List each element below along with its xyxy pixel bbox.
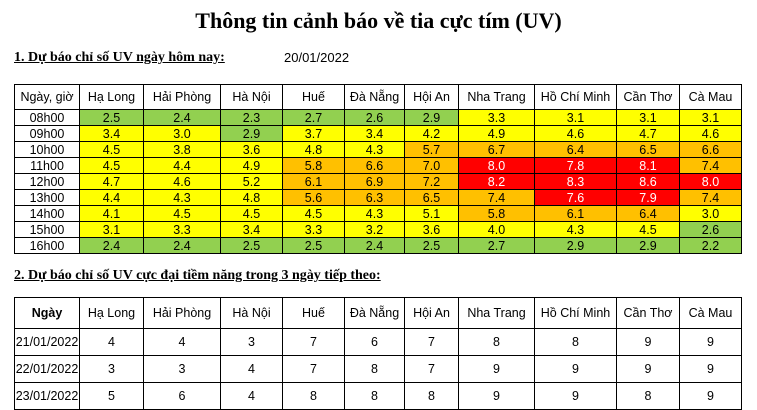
uv-value-cell: 2.5: [283, 238, 345, 254]
time-cell: 12h00: [15, 174, 80, 190]
header-city: Nha Trang: [459, 298, 535, 329]
table-row: [15, 238, 742, 254]
uv-max-cell: 8: [283, 383, 345, 410]
uv-value-cell: 4.9: [459, 126, 535, 142]
uv-max-cell: 9: [617, 356, 680, 383]
uv-max-cell: 7: [405, 356, 459, 383]
uv-value-cell: 6.6: [345, 158, 405, 174]
uv-value-cell: 4.5: [80, 142, 144, 158]
header-city: Cần Thơ: [617, 298, 680, 329]
header-city: Hồ Chí Minh: [535, 85, 617, 110]
time-cell: 09h00: [15, 126, 80, 142]
uv-value-cell: 2.7: [283, 110, 345, 126]
table-row: [15, 329, 742, 356]
uv-value-cell: 4.8: [283, 142, 345, 158]
uv-value-cell: 6.9: [345, 174, 405, 190]
uv-value-cell: 3.3: [283, 222, 345, 238]
header-city: Huế: [283, 298, 345, 329]
uv-value-cell: 2.9: [535, 238, 617, 254]
uv-max-cell: 9: [535, 356, 617, 383]
uv-value-cell: 3.3: [144, 222, 221, 238]
uv-value-cell: 5.1: [405, 206, 459, 222]
uv-value-cell: 8.2: [459, 174, 535, 190]
uv-value-cell: 7.4: [680, 190, 742, 206]
uv-value-cell: 6.4: [535, 142, 617, 158]
uv-value-cell: 4.6: [535, 126, 617, 142]
uv-value-cell: 2.9: [221, 126, 283, 142]
uv-value-cell: 4.5: [144, 206, 221, 222]
uv-value-cell: 4.6: [680, 126, 742, 142]
header-corner: Ngày: [15, 298, 80, 329]
uv-value-cell: 6.5: [405, 190, 459, 206]
uv-value-cell: 5.8: [283, 158, 345, 174]
uv-value-cell: 3.4: [221, 222, 283, 238]
uv-value-cell: 3.7: [283, 126, 345, 142]
uv-today-table: [14, 84, 742, 254]
uv-max-cell: 8: [405, 383, 459, 410]
uv-value-cell: 2.4: [80, 238, 144, 254]
uv-value-cell: 4.1: [80, 206, 144, 222]
uv-value-cell: 6.4: [617, 206, 680, 222]
uv-value-cell: 2.4: [345, 238, 405, 254]
time-cell: 11h00: [15, 158, 80, 174]
uv-value-cell: 2.9: [617, 238, 680, 254]
uv-max-cell: 3: [221, 329, 283, 356]
uv-max-cell: 3: [80, 356, 144, 383]
uv-max-cell: 5: [80, 383, 144, 410]
uv-value-cell: 3.0: [680, 206, 742, 222]
uv-value-cell: 2.5: [80, 110, 144, 126]
time-cell: 13h00: [15, 190, 80, 206]
uv-value-cell: 3.1: [80, 222, 144, 238]
uv-value-cell: 5.7: [405, 142, 459, 158]
header-city: Hải Phòng: [144, 298, 221, 329]
uv-value-cell: 2.4: [144, 110, 221, 126]
uv-value-cell: 4.3: [345, 206, 405, 222]
uv-value-cell: 7.6: [535, 190, 617, 206]
header-city: Đà Nẵng: [345, 298, 405, 329]
time-cell: 16h00: [15, 238, 80, 254]
header-city: Cà Mau: [680, 85, 742, 110]
uv-value-cell: 2.5: [221, 238, 283, 254]
uv-value-cell: 3.4: [345, 126, 405, 142]
uv-value-cell: 3.6: [405, 222, 459, 238]
uv-value-cell: 2.9: [405, 110, 459, 126]
uv-value-cell: 2.6: [680, 222, 742, 238]
uv-value-cell: 4.6: [144, 174, 221, 190]
section-2-heading: 2. Dự báo chỉ số UV cực đại tiềm năng trong 3 ngày tiếp theo:: [14, 268, 381, 283]
uv-value-cell: 2.5: [405, 238, 459, 254]
uv-value-cell: 4.3: [345, 142, 405, 158]
uv-value-cell: 8.0: [459, 158, 535, 174]
uv-value-cell: 5.2: [221, 174, 283, 190]
uv-max-cell: 8: [535, 329, 617, 356]
uv-max-cell: 8: [459, 329, 535, 356]
uv-value-cell: 4.2: [405, 126, 459, 142]
uv-value-cell: 6.1: [283, 174, 345, 190]
header-city: Nha Trang: [459, 85, 535, 110]
uv-max-cell: 9: [535, 383, 617, 410]
uv-value-cell: 8.6: [617, 174, 680, 190]
forecast-date: 20/01/2022: [284, 50, 350, 65]
time-cell: 10h00: [15, 142, 80, 158]
uv-max-cell: 7: [283, 329, 345, 356]
table-row: [15, 126, 742, 142]
uv-value-cell: 4.3: [144, 190, 221, 206]
uv-value-cell: 8.1: [617, 158, 680, 174]
page-title: Thông tin cảnh báo về tia cực tím (UV): [195, 8, 562, 33]
header-corner: Ngày, giờ: [15, 85, 80, 110]
header-city: Hội An: [405, 298, 459, 329]
uv-value-cell: 4.5: [617, 222, 680, 238]
table-row: [15, 174, 742, 190]
uv-value-cell: 7.8: [535, 158, 617, 174]
uv-value-cell: 4.5: [221, 206, 283, 222]
header-city: Hải Phòng: [144, 85, 221, 110]
uv-value-cell: 3.1: [617, 110, 680, 126]
uv-value-cell: 4.4: [144, 158, 221, 174]
uv-max-cell: 9: [680, 356, 742, 383]
uv-max-cell: 3: [144, 356, 221, 383]
uv-value-cell: 6.5: [617, 142, 680, 158]
uv-max-cell: 9: [459, 383, 535, 410]
header-city: Hà Nội: [221, 298, 283, 329]
uv-value-cell: 5.6: [283, 190, 345, 206]
uv-max-cell: 9: [680, 383, 742, 410]
uv-value-cell: 5.8: [459, 206, 535, 222]
uv-value-cell: 3.3: [459, 110, 535, 126]
uv-max-cell: 4: [221, 356, 283, 383]
uv-max-cell: 9: [617, 329, 680, 356]
uv-value-cell: 3.1: [535, 110, 617, 126]
uv-max-cell: 4: [221, 383, 283, 410]
uv-value-cell: 3.0: [144, 126, 221, 142]
time-cell: 15h00: [15, 222, 80, 238]
uv-value-cell: 3.2: [345, 222, 405, 238]
uv-value-cell: 4.5: [283, 206, 345, 222]
uv-value-cell: 6.6: [680, 142, 742, 158]
header-city: Hạ Long: [80, 298, 144, 329]
header-city: Huế: [283, 85, 345, 110]
table-row: [15, 158, 742, 174]
table-row: [15, 206, 742, 222]
uv-value-cell: 8.3: [535, 174, 617, 190]
uv-value-cell: 7.4: [459, 190, 535, 206]
date-cell: 22/01/2022: [15, 356, 80, 383]
uv-value-cell: 6.1: [535, 206, 617, 222]
table-row: [15, 110, 742, 126]
uv-max-cell: 6: [345, 329, 405, 356]
date-cell: 23/01/2022: [15, 383, 80, 410]
uv-max-cell: 4: [144, 329, 221, 356]
uv-value-cell: 7.2: [405, 174, 459, 190]
uv-value-cell: 4.9: [221, 158, 283, 174]
uv-max-forecast-table: [14, 297, 742, 410]
uv-value-cell: 4.4: [80, 190, 144, 206]
uv-value-cell: 4.3: [535, 222, 617, 238]
table-row: [15, 356, 742, 383]
header-city: Cà Mau: [680, 298, 742, 329]
table-header-row: [15, 298, 742, 329]
table-row: [15, 142, 742, 158]
uv-max-cell: 6: [144, 383, 221, 410]
header-city: Hà Nội: [221, 85, 283, 110]
uv-value-cell: 2.2: [680, 238, 742, 254]
table-row: [15, 222, 742, 238]
uv-max-cell: 8: [345, 383, 405, 410]
uv-value-cell: 4.5: [80, 158, 144, 174]
uv-value-cell: 3.1: [680, 110, 742, 126]
uv-max-cell: 9: [680, 329, 742, 356]
uv-value-cell: 4.0: [459, 222, 535, 238]
header-city: Hồ Chí Minh: [535, 298, 617, 329]
header-city: Cần Thơ: [617, 85, 680, 110]
uv-value-cell: 3.4: [80, 126, 144, 142]
time-cell: 14h00: [15, 206, 80, 222]
uv-max-cell: 8: [345, 356, 405, 383]
header-city: Hội An: [405, 85, 459, 110]
uv-max-cell: 7: [283, 356, 345, 383]
uv-value-cell: 3.6: [221, 142, 283, 158]
time-cell: 08h00: [15, 110, 80, 126]
uv-max-cell: 8: [617, 383, 680, 410]
uv-value-cell: 4.7: [80, 174, 144, 190]
table-row: [15, 190, 742, 206]
date-cell: 21/01/2022: [15, 329, 80, 356]
uv-value-cell: 6.3: [345, 190, 405, 206]
uv-max-cell: 9: [459, 356, 535, 383]
uv-value-cell: 2.3: [221, 110, 283, 126]
header-city: Đà Nẵng: [345, 85, 405, 110]
table-row: [15, 383, 742, 410]
table-header-row: [15, 85, 742, 110]
header-city: Hạ Long: [80, 85, 144, 110]
uv-value-cell: 8.0: [680, 174, 742, 190]
uv-value-cell: 4.7: [617, 126, 680, 142]
uv-value-cell: 7.4: [680, 158, 742, 174]
uv-value-cell: 6.7: [459, 142, 535, 158]
uv-value-cell: 2.6: [345, 110, 405, 126]
uv-max-cell: 7: [405, 329, 459, 356]
uv-value-cell: 2.4: [144, 238, 221, 254]
uv-value-cell: 7.9: [617, 190, 680, 206]
section-1-heading: 1. Dự báo chỉ số UV ngày hôm nay:: [14, 50, 225, 65]
uv-value-cell: 3.8: [144, 142, 221, 158]
uv-max-cell: 4: [80, 329, 144, 356]
uv-value-cell: 7.0: [405, 158, 459, 174]
uv-value-cell: 2.7: [459, 238, 535, 254]
uv-value-cell: 4.8: [221, 190, 283, 206]
